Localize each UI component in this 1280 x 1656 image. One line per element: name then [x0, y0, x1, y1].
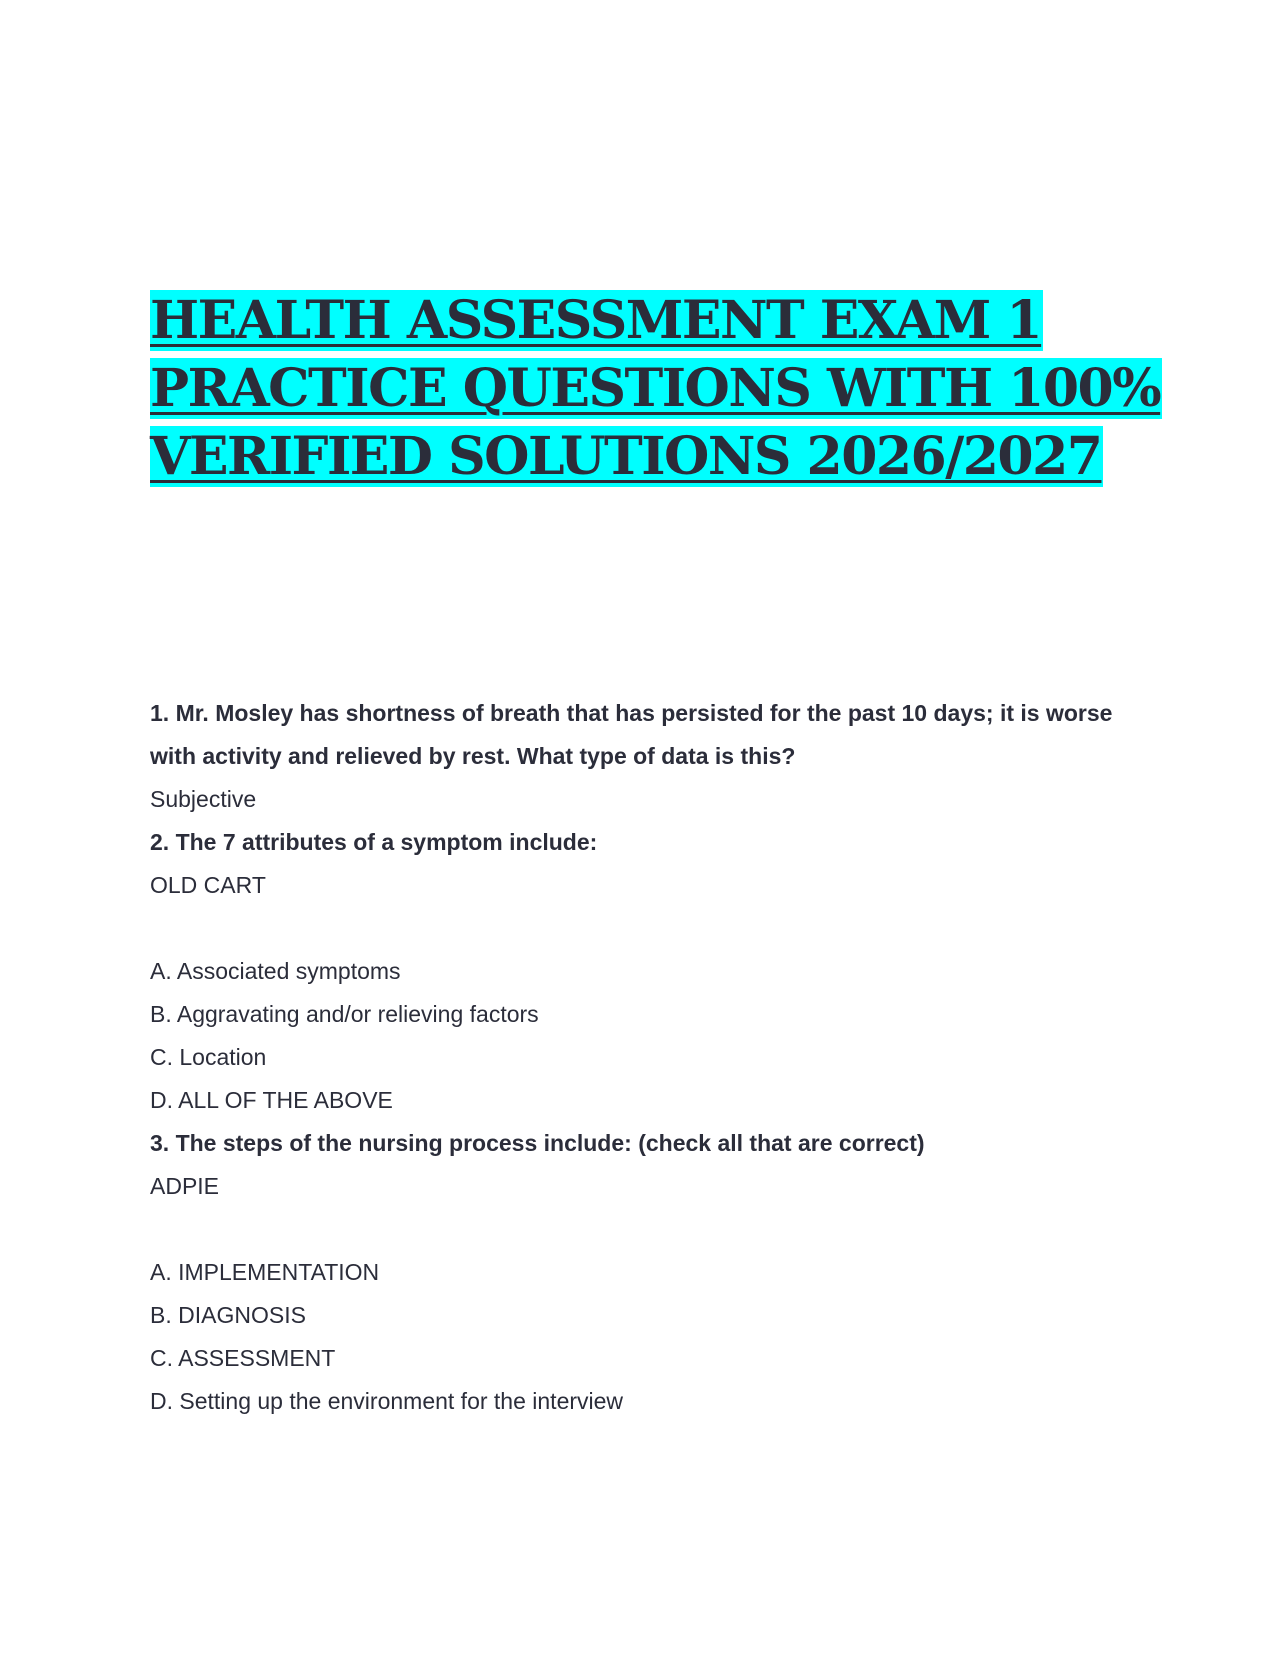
question-3-option-a: A. IMPLEMENTATION — [150, 1259, 380, 1285]
question-2-option-d: D. ALL OF THE ABOVE — [150, 1087, 393, 1113]
answer-3: ADPIE — [150, 1173, 220, 1199]
question-2-option-b: B. Aggravating and/or relieving factors — [150, 1001, 539, 1027]
document-title — [150, 287, 1161, 491]
answer-2: OLD CART — [150, 872, 266, 898]
title-line-1: HEALTH ASSESSMENT EXAM 1 — [150, 290, 1042, 351]
title-line-3: VERIFIED SOLUTIONS 2026/2027 — [150, 426, 1102, 487]
answer-1: Subjective — [150, 786, 257, 812]
question-2: 2. The 7 attributes of a symptom include: — [150, 829, 598, 855]
question-3-option-c: C. ASSESSMENT — [150, 1345, 336, 1371]
question-3-option-b: B. DIAGNOSIS — [150, 1302, 306, 1328]
question-3: 3. The steps of the nursing process include: (check all that are correct) — [150, 1130, 925, 1156]
questions-section — [150, 692, 1150, 1423]
question-1: 1. Mr. Mosley has shortness of breath that has persisted for the past 10 days; it is worse with activity and relieved by rest. What type of data is this? — [150, 700, 1113, 769]
question-2-option-a: A. Associated symptoms — [150, 958, 401, 984]
title-line-2: PRACTICE QUESTIONS WITH 100% — [150, 358, 1161, 419]
question-2-option-c: C. Location — [150, 1044, 267, 1070]
blank-line — [150, 1208, 1150, 1251]
question-3-option-d: D. Setting up the environment for the interview — [150, 1388, 624, 1414]
blank-line — [150, 907, 1150, 950]
